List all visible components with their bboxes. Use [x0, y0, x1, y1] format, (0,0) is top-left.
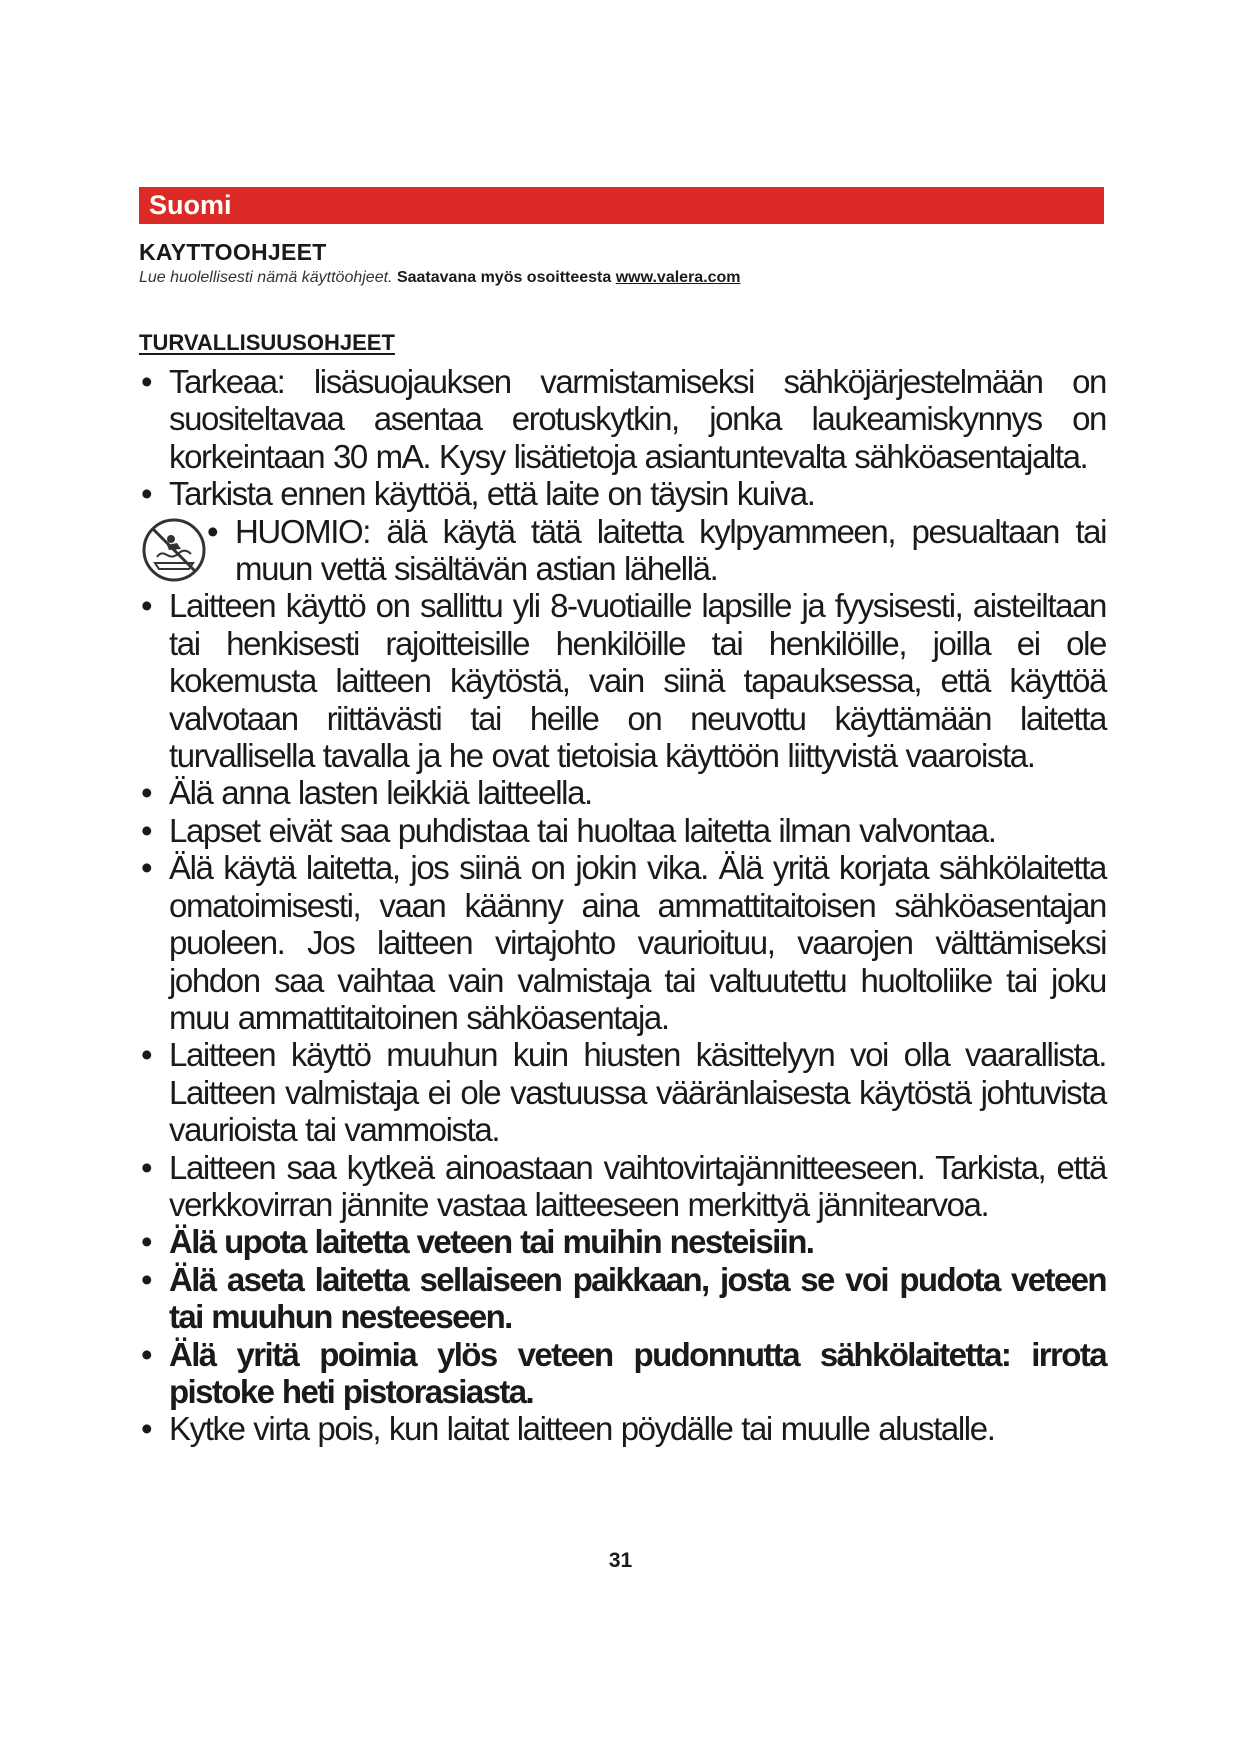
safety-instructions-list: [141, 363, 1106, 1448]
language-label: Suomi: [149, 190, 232, 220]
list-item: [141, 1149, 1106, 1224]
list-item-bold: [141, 1336, 1106, 1411]
list-item: [141, 475, 1106, 512]
list-item: [141, 587, 1106, 774]
bullet: •: [141, 849, 153, 887]
language-header-bar: [139, 187, 1104, 224]
bullet: •: [141, 774, 153, 812]
bullet: •: [141, 1335, 153, 1373]
bullet: •: [141, 587, 153, 625]
bullet: •: [141, 811, 153, 849]
list-item-text: Älä yritä poimia ylös veteen pudonnutta sähkölaitetta: irrota pistoke heti pistorasiasta.: [169, 1335, 1106, 1410]
bullet: •: [141, 1410, 153, 1448]
website-link[interactable]: www.valera.com: [615, 269, 741, 286]
list-item: [141, 1036, 1106, 1148]
section-title: TURVALLISUUSOHJEET: [139, 330, 395, 355]
intro-line: [139, 267, 741, 289]
bullet: •: [141, 475, 153, 513]
bullet: •: [141, 1260, 153, 1298]
document-title: KAYTTOOHJEET: [139, 239, 327, 265]
list-item-text: Älä käytä laitetta, jos siinä on jokin vika. Älä yritä korjata sähkölaitetta omatoimisesti, vaan käänny aina ammattitaitoisen sähköasentajan puoleen. Jos laitteen virtajohto vaurioituu, vaarojen välttämiseksi johdon saa vaihtaa vain valmistaja tai valtuutettu huoltoliike tai joku muu ammattitaitoinen sähköasentaja.: [169, 849, 1106, 1036]
list-item-text: Tarkeaa: lisäsuojauksen varmistamiseksi sähköjärjestelmään on suositeltavaa asentaa erotuskytkin, jonka laukeamiskynnys on korkeintaan 30 mA. Kysy lisätietoja asiantuntevalta sähköasentajalta.: [169, 363, 1106, 475]
bullet: •: [141, 1148, 153, 1186]
list-item-bold: [141, 1223, 1106, 1260]
list-item-text: Laitteen käyttö on sallittu yli 8-vuotiaille lapsille ja fyysisesti, aisteiltaan tai henkisesti rajoitteisille henkilöille tai henkilöille, joilla ei ole kokemusta laitteen käytöstä, vain siinä tapauksessa, että käyttöä valvotaan riittävästi tai heille on neuvottu käyttämään laitetta turvallisella tavalla ja he ovat tietoisia käyttöön liittyvistä vaaroista.: [169, 587, 1106, 775]
list-item-text: Lapset eivät saa puhdistaa tai huoltaa laitetta ilman valvontaa.: [169, 811, 996, 849]
list-item-bold: [141, 1261, 1106, 1336]
page-number: 31: [608, 1549, 633, 1572]
list-item-text: Laitteen saa kytkeä ainoastaan vaihtovirtajännitteeseen. Tarkista, että verkkovirran jännite vastaa laitteeseen merkittyä jännitearvoa.: [169, 1148, 1106, 1223]
list-item: [141, 774, 1106, 811]
list-item-text: Kytke virta pois, kun laitat laitteen pöydälle tai muulle alustalle.: [169, 1410, 995, 1448]
intro-italic-text: Lue huolellisesti nämä käyttöohjeet.: [139, 269, 393, 286]
bullet: •: [141, 1223, 153, 1261]
intro-availability-text: Saatavana myös osoitteesta: [396, 269, 612, 286]
list-item: [141, 1410, 1106, 1447]
no-bathtub-warning-icon: [141, 517, 207, 583]
list-item: [141, 849, 1106, 1036]
bullet: •: [207, 512, 219, 550]
list-item-text: Älä anna lasten leikkiä laitteella.: [169, 774, 592, 812]
list-item-text: Laitteen käyttö muuhun kuin hiusten käsittelyyn voi olla vaarallista. Laitteen valmistaja ei ole vastuussa vääränlaisesta käytöstä johtuvista vaurioista tai vammoista.: [169, 1036, 1106, 1149]
bullet: •: [141, 1036, 153, 1074]
list-item-text: Älä upota laitetta veteen tai muihin nesteisiin.: [169, 1223, 814, 1261]
list-item: [141, 812, 1106, 849]
list-item: [141, 363, 1106, 475]
list-item-text: HUOMIO: älä käytä tätä laitetta kylpyammeen, pesualtaan tai muun vettä sisältävän astian lähellä.: [235, 512, 1106, 588]
list-item-warning: [141, 513, 1106, 588]
list-item-text: Älä aseta laitetta sellaiseen paikkaan, josta se voi pudota veteen tai muuhun nesteeseen.: [169, 1260, 1106, 1336]
list-item-text: Tarkista ennen käyttöä, että laite on täysin kuiva.: [169, 475, 815, 513]
bullet: •: [141, 363, 153, 400]
